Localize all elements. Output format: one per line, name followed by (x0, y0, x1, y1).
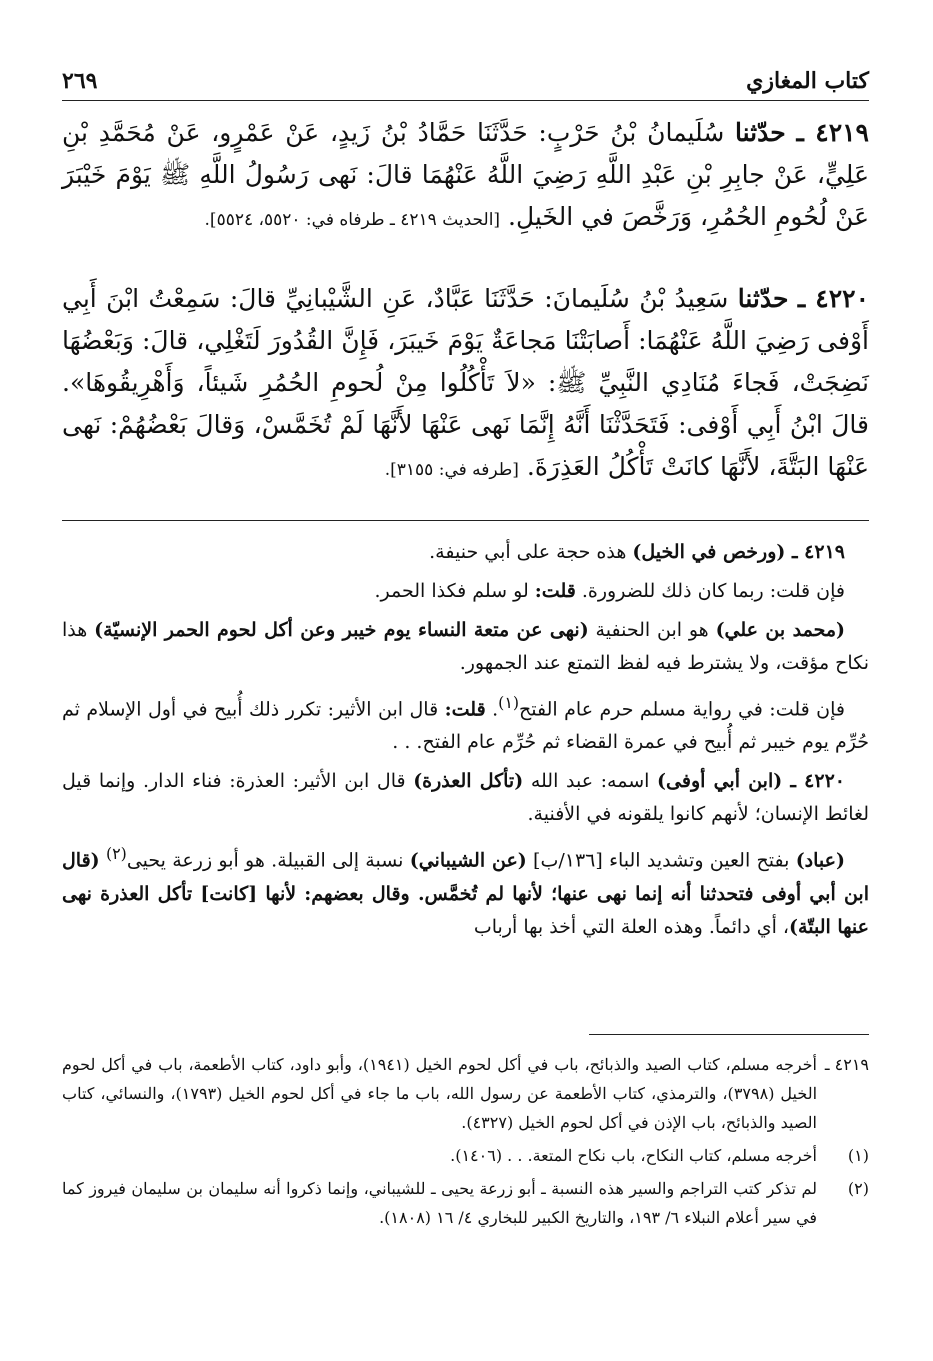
hadith-intro: حدّثنا (737, 284, 789, 313)
hadith-number: ٤٢١٩ ـ (796, 118, 869, 147)
footnote-text: أخرجه مسلم، كتاب الصيد والذبائح، باب في أكل لحوم الخيل (١٩٤١)، وأبو داود، كتاب الأطعمة، باب في أكل لحوم الخيل (٣٧٩٨)، والترمذي، كتاب الأطعمة عن رسول الله، باب ما جاء في أكل لحوم الخيل (١٧٩٣)، والنسائي، كتاب الصيد والذبائح، باب الإذن في أكل لحوم الخيل (٤٣٢٧). (62, 1055, 818, 1132)
hadith-intro: حدّثنا (735, 118, 786, 147)
footnotes (62, 1050, 869, 1236)
footnote (62, 1050, 869, 1137)
commentary-paragraph: فإن قلت: في رواية مسلم حرم عام الفتح$^{(١)}$. قلت: قال ابن الأثير: تكرر ذلك أُبيح في أول الإسلام ثم حُرِّم يوم خيبر ثم أُبيح في عمرة القضاء ثم حُرِّم عام الفتح. . . (62, 693, 869, 754)
footnote-marker[interactable]: (٢) (105, 844, 127, 864)
footnote-number: ٤٢١٩ ـ (824, 1055, 869, 1074)
hadith-number: ٤٢٢٠ ـ (797, 284, 870, 313)
footnote-number: (٢) (847, 1179, 869, 1198)
commentary-paragraph: فإن قلت: ربما كان ذلك للضرورة. قلت: لو سلم فكذا الحمر. (374, 580, 845, 602)
footnote (62, 1141, 869, 1170)
hadith-4220 (62, 278, 869, 491)
footnote-divider (589, 1034, 869, 1035)
hadith-4219 (62, 112, 869, 241)
commentary-paragraph: ٤٢١٩ ـ (ورخص في الخيل) هذه حجة على أبي حنيفة. (429, 541, 845, 563)
commentary-paragraph: (محمد بن علي) هو ابن الحنفية (نهى عن متعة النساء يوم خيبر وعن أكل لحوم الحمر الإنسيّة) هذا نكاح مؤقت، ولا يشترط فيه لفظ التمتع عند الجمهور. (62, 619, 869, 674)
commentary (62, 536, 869, 950)
page-number: ٢٦٩ (62, 68, 98, 94)
commentary-paragraph: (عباد) بفتح العين وتشديد الباء [١٣٦/ب] (عن الشيباني) نسبة إلى القبيلة. هو أبو زرعة يحيى$^{(٢)}$ (قال ابن أبي أوفى فتحدثنا أنه إنما نهى عنها؛ لأنها لم تُخمَّس. وقال بعضهم: لأنها [كانت] تأكل العذرة نهى عنها البتّة)، أي دائماً. وهذه العلة التي أخذ بها أرباب (62, 844, 869, 938)
footnote-text: لم تذكر كتب التراجم والسير هذه النسبة ـ أبو زرعة يحيى ـ للشيباني، وإنما ذكروا أنه سليمان بن سليمان فيروز كما في سير أعلام النبلاء ٦/ ١٩٣، والتاريخ الكبير للبخاري ٤/ ١٦ (١٨٠٨). (62, 1179, 817, 1227)
running-header (62, 60, 869, 101)
footnote-marker[interactable]: (١) (498, 693, 520, 712)
hadith-text: سُلَيمانُ بْنُ حَرْبٍ: حَدَّثَنَا حَمَّادُ بْنُ زَيدٍ، عَنْ عَمْرٍو، عَنْ مُحَمَّدِ بْنِ عَلِيٍّ، عَنْ جابِرِ بْنِ عَبْدِ اللَّهِ رَضِيَ اللَّهُ عَنْهُمَا قالَ: نَهى رَسُولُ اللَّهِ ﷺ يَوْمَ خَيْبَرَ عَنْ لُحُومِ الحُمُرِ، وَرَخَّصَ في الخَيلِ. (62, 118, 869, 231)
footnote-number: (١) (847, 1146, 869, 1165)
footnote-text: أخرجه مسلم، كتاب النكاح، باب نكاح المتعة. . . (١٤٠٦). (450, 1146, 817, 1165)
hadith-text: سَعِيدُ بْنُ سُلَيمانَ: حَدَّثَنَا عَبَّادٌ، عَنِ الشَّيْبانِيِّ قالَ: سَمِعْتُ ابْنَ أَبِي أَوْفى رَضِيَ اللَّهُ عَنْهُمَا: أَصابَتْنَا مَجاعَةٌ يَوْمَ خَيبَرَ، فَإِنَّ القُدُورَ لَتَغْلِي، قالَ: وَبَعْضُهَا نَضِجَتْ، فَجاءَ مُنَادِي النَّبِيِّ ﷺ: «لاَ تَأْكُلُوا مِنْ لُحومِ الحُمُرِ شَيئاً، وَأَهْرِيقُوهَا». قالَ ابْنُ أَبِي أَوْفى: فَتَحَدَّثْنَا أَنَّهُ إِنَّمَا نَهى عَنْهَا لأَنَّهَا لَمْ تُخَمَّسْ، وَقالَ بَعْضُهُمْ: نَهى عَنْهَا البَتَّةَ، لأَنَّهَا كانَتْ تَأْكُلُ العَذِرَةَ. (62, 284, 869, 481)
footnote (62, 1174, 869, 1232)
text-commentary-divider (62, 520, 869, 521)
hadith-reference: [الحديث ٤٢١٩ ـ طرفاه في: ٥٥٢٠، ٥٥٢٤]. (204, 210, 501, 230)
hadith-reference: [طرفه في: ٣١٥٥]. (384, 460, 519, 480)
book-title: كتاب المغازي (746, 68, 869, 94)
commentary-paragraph: ٤٢٢٠ ـ (ابن أبي أوفى) اسمه: عبد الله (تأكل العذرة) قال ابن الأثير: العذرة: فناء الدار. وإنما قيل لغائط الإنسان؛ لأنهم كانوا يلقونه في الأفنية. (62, 770, 869, 826)
